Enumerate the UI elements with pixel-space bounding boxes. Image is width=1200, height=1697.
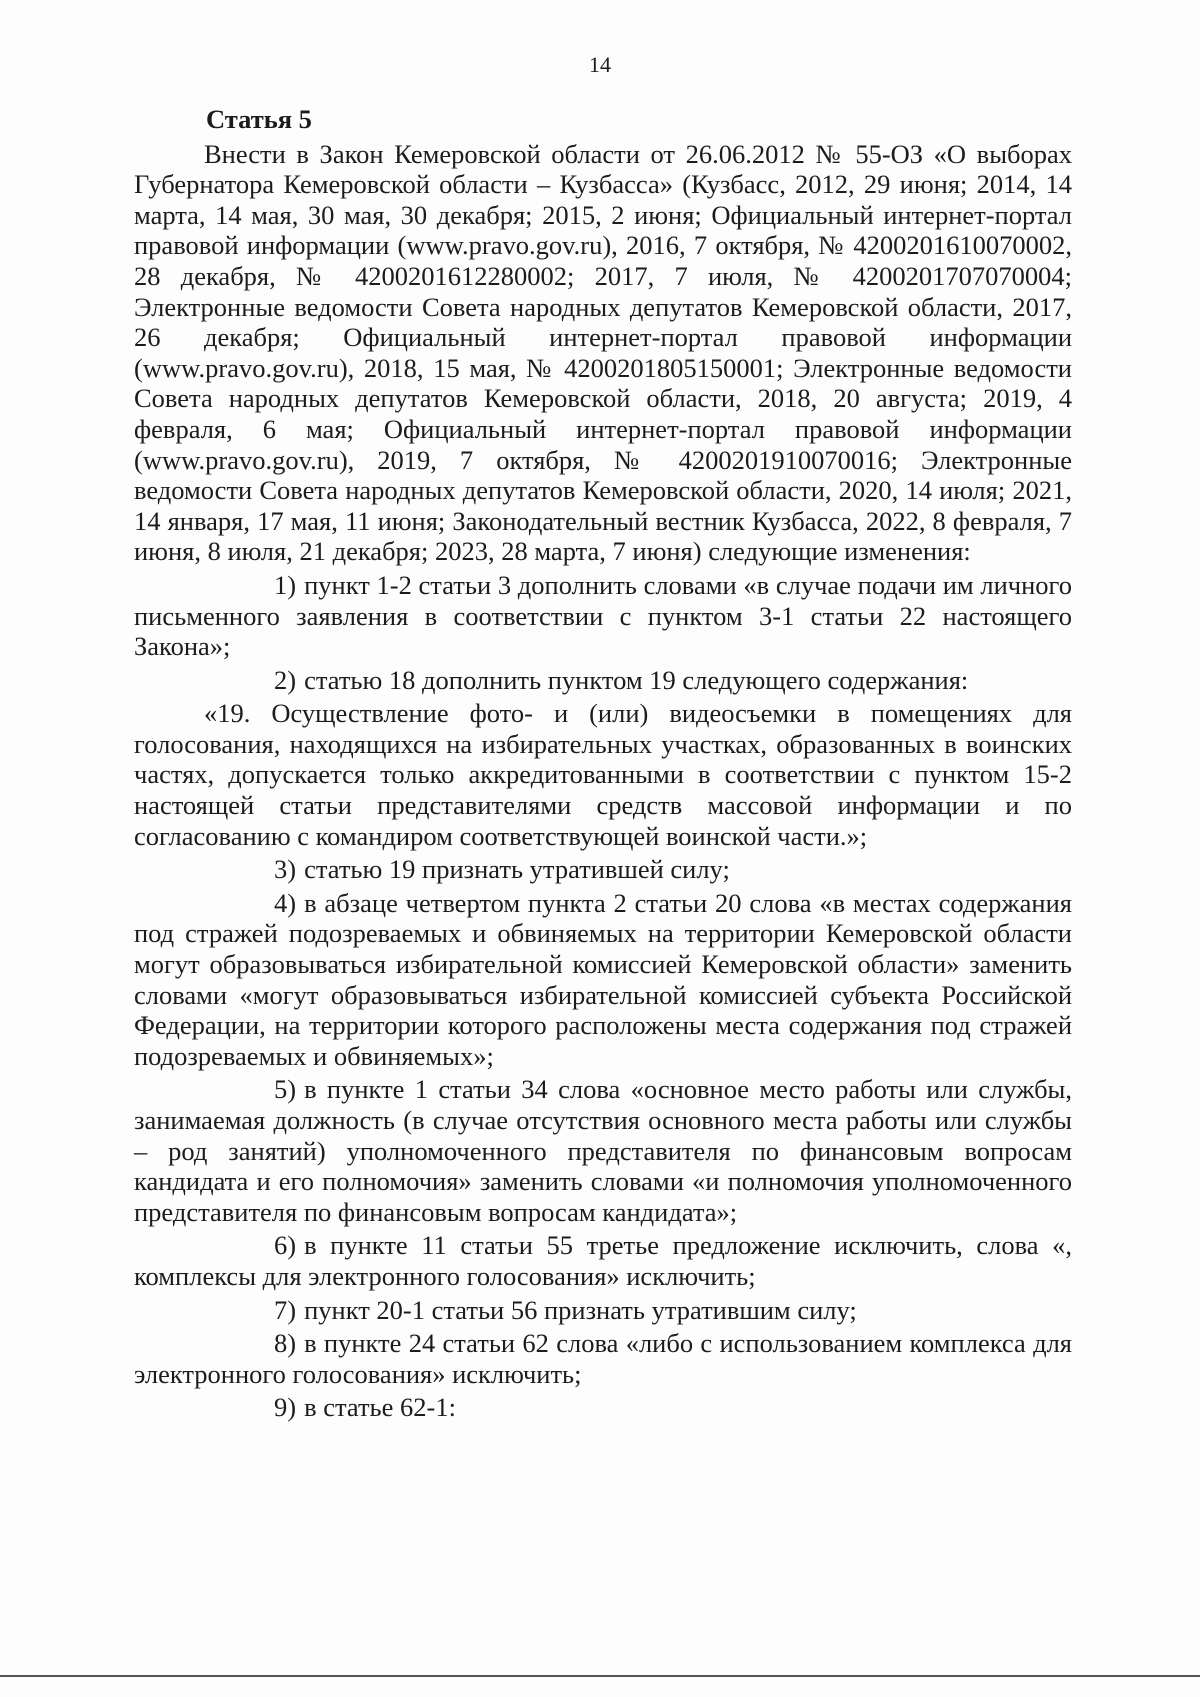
- list-item: [134, 665, 1072, 696]
- item-number: 6): [274, 1230, 297, 1261]
- item-text: пункт 1-2 статьи 3 дополнить словами «в случае подачи им личного письменного заявления в соответствии с пунктом 3-1 статьи 22 настоящего Закона»;: [134, 569, 1072, 662]
- document-body: [134, 104, 1072, 1423]
- list-item: [134, 888, 1072, 1072]
- item-number: 1): [274, 569, 297, 600]
- item-text: «19. Осуществление фото- и (или) видеосъемки в помещениях для голосования, находящихся на избирательных участках, образованных в воинских частях, допускается только аккредитованными в соответствии с пунктом 15-2 настоящей статьи представителями средств массовой информации и по согласованию с командиром соответствующей воинской части.»;: [134, 698, 1072, 851]
- item-number: 8): [274, 1328, 297, 1359]
- item-text: в статье 62-1:: [304, 1392, 456, 1423]
- list-item: [134, 1328, 1072, 1389]
- list-item: [134, 854, 1072, 885]
- quoted-paragraph: [134, 698, 1072, 851]
- list-item: [134, 1074, 1072, 1227]
- list-item: [134, 1392, 1072, 1423]
- item-text: в пункте 1 статьи 34 слова «основное место работы или службы, занимаемая должность (в случае отсутствия основного места работы или службы – род занятий) уполномоченного представителя по финансовым вопросам кандидата и его полномочия» заменить словами «и полномочия уполномоченного представителя по финансовым вопросам кандидата»;: [134, 1074, 1072, 1227]
- item-text: в пункте 24 статьи 62 слова «либо с использованием комплекса для электронного голосования» исключить;: [134, 1328, 1072, 1389]
- item-text: статью 18 дополнить пунктом 19 следующего содержания:: [304, 664, 969, 695]
- item-number: 4): [274, 887, 297, 918]
- page-number: 14: [589, 52, 611, 77]
- item-number: 7): [274, 1294, 297, 1325]
- list-item: [134, 570, 1072, 662]
- article-heading: Статья 5: [206, 104, 312, 134]
- item-text: в пункте 11 статьи 55 третье предложение исключить, слова «, комплексы для электронного голосования» исключить;: [134, 1230, 1072, 1291]
- list-item: [134, 1230, 1072, 1291]
- item-number: 2): [274, 664, 297, 695]
- list-item: [134, 1295, 1072, 1326]
- item-text: в абзаце четвертом пункта 2 статьи 20 слова «в местах содержания под стражей подозреваемых и обвиняемых на территории Кемеровской области могут образовываться избирательной комиссией Кемеровской области» заменить словами «могут образовываться избирательной комиссией субъекта Российской Федерации, на территории которого расположены места содержания под стражей подозреваемых и обвиняемых»;: [134, 887, 1072, 1071]
- item-number: 5): [274, 1074, 297, 1105]
- item-number: 9): [274, 1392, 297, 1423]
- scan-edge-line: [0, 1675, 1200, 1677]
- item-text: статью 19 признать утратившей силу;: [304, 854, 730, 885]
- item-number: 3): [274, 854, 297, 885]
- item-text: пункт 20-1 статьи 56 признать утратившим силу;: [304, 1294, 857, 1325]
- intro-paragraph: Внести в Закон Кемеровской области от 26.06.2012 № 55-ОЗ «О выборах Губернатора Кемеровской области – Кузбасса» (Кузбасс, 2012, 29 июня; 2014, 14 марта, 14 мая, 30 мая, 30 декабря; 2015, 2 июня; Официальный интернет-портал правовой информации (www.pravo.gov.ru), 2016, 7 октября, № 4200201610070002, 28 декабря, № 4200201612280002; 2017, 7 июля, № 4200201707070004; Электронные ведомости Совета народных депутатов Кемеровской области, 2017, 26 декабря; Официальный интернет-портал правовой информации (www.pravo.gov.ru), 2018, 15 мая, № 4200201805150001; Электронные ведомости Совета народных депутатов Кемеровской области, 2018, 20 августа; 2019, 4 февраля, 6 мая; Официальный интернет-портал правовой информации (www.pravo.gov.ru), 2019, 7 октября, № 4200201910070016; Электронные ведомости Совета народных депутатов Кемеровской области, 2020, 14 июля; 2021, 14 января, 17 мая, 11 июня; Законодательный вестник Кузбасса, 2022, 8 февраля, 7 июня, 8 июля, 21 декабря; 2023, 28 марта, 7 июня) следующие изменения:: [134, 138, 1072, 567]
